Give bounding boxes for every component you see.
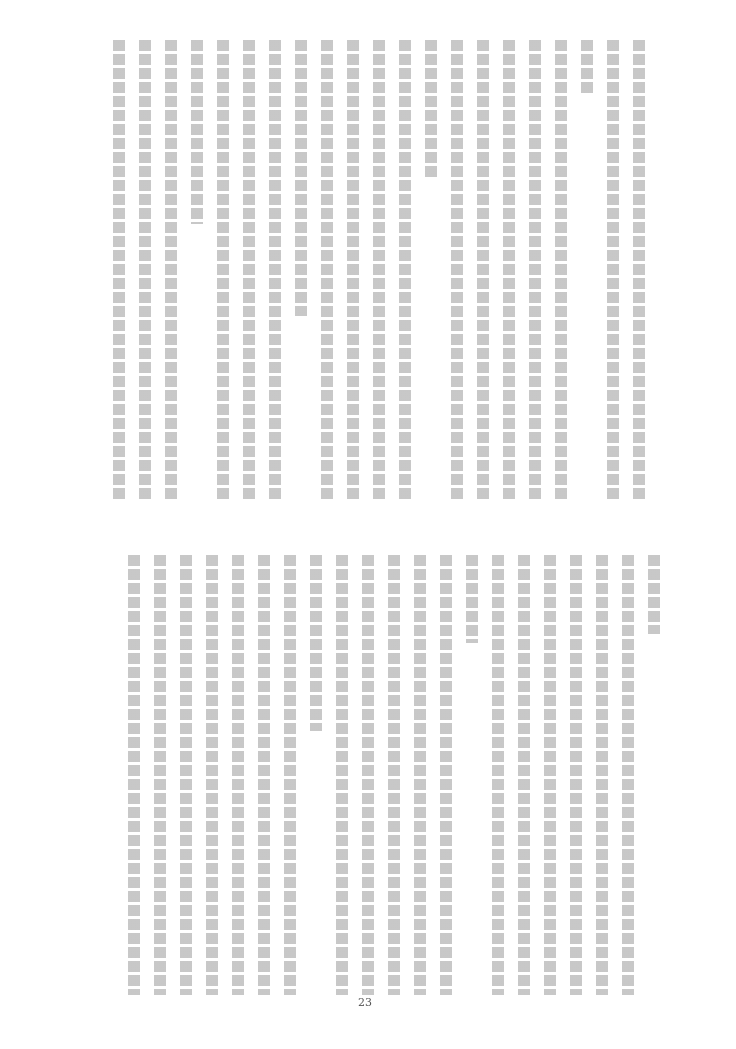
text-column-placeholder: [529, 40, 541, 500]
text-column-placeholder: [113, 40, 125, 500]
text-column-placeholder: [414, 555, 426, 995]
text-column-placeholder: [607, 40, 619, 500]
text-column-placeholder: [191, 40, 203, 224]
text-column-placeholder: [555, 40, 567, 500]
text-column-placeholder: [258, 555, 270, 995]
text-column-placeholder: [362, 555, 374, 995]
text-column-placeholder: [425, 40, 437, 178]
text-column-placeholder: [232, 555, 244, 995]
text-column-placeholder: [544, 555, 556, 995]
text-column-placeholder: [633, 40, 645, 500]
text-column-placeholder: [373, 40, 385, 500]
text-column-placeholder: [466, 555, 478, 643]
text-column-placeholder: [310, 555, 322, 731]
text-column-placeholder: [596, 555, 608, 995]
text-column-placeholder: [518, 555, 530, 995]
text-column-placeholder: [180, 555, 192, 995]
text-column-placeholder: [492, 555, 504, 995]
text-block-upper: [100, 40, 645, 500]
text-column-placeholder: [503, 40, 515, 500]
text-column-placeholder: [217, 40, 229, 500]
text-column-placeholder: [269, 40, 281, 500]
text-column-placeholder: [139, 40, 151, 500]
text-column-placeholder: [440, 555, 452, 995]
text-column-placeholder: [347, 40, 359, 500]
text-column-placeholder: [165, 40, 177, 500]
text-column-placeholder: [154, 555, 166, 995]
text-block-lower: [100, 555, 660, 995]
text-column-placeholder: [321, 40, 333, 500]
text-column-placeholder: [399, 40, 411, 500]
text-column-placeholder: [388, 555, 400, 995]
text-column-placeholder: [648, 555, 660, 634]
text-column-placeholder: [622, 555, 634, 995]
page-number: 23: [358, 996, 372, 1009]
text-column-placeholder: [243, 40, 255, 500]
text-column-placeholder: [477, 40, 489, 500]
text-column-placeholder: [128, 555, 140, 995]
text-column-placeholder: [295, 40, 307, 316]
text-column-placeholder: [581, 40, 593, 95]
text-column-placeholder: [336, 555, 348, 995]
text-column-placeholder: [451, 40, 463, 500]
text-column-placeholder: [284, 555, 296, 995]
text-column-placeholder: [570, 555, 582, 995]
text-column-placeholder: [206, 555, 218, 995]
